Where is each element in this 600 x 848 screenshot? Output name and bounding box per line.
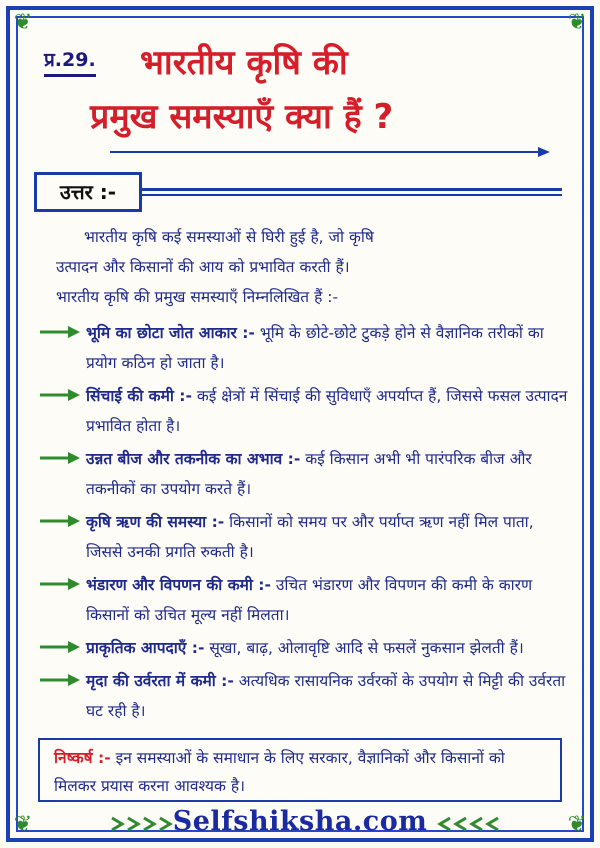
conclusion-box <box>38 738 562 802</box>
arrow-right-icon <box>40 451 80 465</box>
item-text: कई क्षेत्रों में सिंचाई की सुविधाएँ अपर्याप्त हैं, जिससे फसल उत्पादन प्रभावित होता है। <box>86 387 568 435</box>
corner-ornament-icon: ❦ <box>13 812 33 837</box>
title-underline-arrow-icon <box>110 146 550 158</box>
item-text: कई किसान अभी भी पारंपरिक बीज और तकनीकों का उपयोग करते हैं। <box>86 450 532 498</box>
answer-label: उत्तर :- <box>34 172 142 212</box>
list-item <box>40 570 570 630</box>
page-title <box>90 36 580 144</box>
item-text: किसानों को समय पर और पर्याप्त ऋण नहीं मिल पाता, जिससे उनकी प्रगति रुकती है। <box>86 513 534 561</box>
item-heading: भूमि का छोटा जोत आकार :- <box>86 324 255 342</box>
corner-ornament-icon: ❦ <box>13 10 33 35</box>
item-heading: मृदा की उर्वरता में कमी :- <box>86 672 234 690</box>
item-heading: सिंचाई की कमी :- <box>86 387 192 405</box>
intro-line: भारतीय कृषि की प्रमुख समस्याएँ निम्नलिखित हैं :- <box>56 288 339 306</box>
arrow-right-icon <box>40 577 80 591</box>
intro-line: भारतीय कृषि कई समस्याओं से घिरी हुई है, जो कृषि <box>84 228 374 246</box>
item-text: भूमि के छोटे-छोटे टुकड़े होने से वैज्ञानिक तरीकों का प्रयोग कठिन हो जाता है। <box>86 324 544 372</box>
item-heading: प्राकृतिक आपदाएँ :- <box>86 639 205 657</box>
item-heading: उन्नत बीज और तकनीक का अभाव :- <box>86 450 301 468</box>
arrow-right-icon <box>40 673 80 687</box>
decorative-arrows-icon <box>436 816 502 832</box>
item-text: अत्यधिक रासायनिक उर्वरकों के उपयोग से मिट्टी की उर्वरता घट रही है। <box>86 672 566 720</box>
list-item <box>40 318 570 378</box>
footer-brand: Selfshiksha.com <box>172 806 428 837</box>
list-item <box>40 381 570 441</box>
corner-ornament-icon: ❦ <box>567 10 587 35</box>
conclusion-text: इन समस्याओं के समाधान के लिए सरकार, वैज्ञानिकों और किसानों को मिलकर प्रयास करना आवश्यक है। <box>54 749 505 795</box>
title-line-2: प्रमुख समस्याएँ क्या हैं ? <box>90 97 394 137</box>
title-line-1: भारतीय कृषि की <box>140 43 348 83</box>
arrow-right-icon <box>40 388 80 402</box>
intro-paragraph <box>56 222 566 312</box>
problem-list <box>40 318 570 729</box>
item-text: उचित भंडारण और विपणन की कमी के कारण किसानों को उचित मूल्य नहीं मिलता। <box>86 576 533 624</box>
list-item <box>40 444 570 504</box>
list-item <box>40 666 570 726</box>
intro-line: उत्पादन और किसानों की आय को प्रभावित करती हैं। <box>56 258 350 276</box>
answer-divider <box>142 194 562 196</box>
answer-divider <box>142 188 562 191</box>
list-item <box>40 633 570 663</box>
question-number: प्र.29. <box>44 46 96 77</box>
item-text: सूखा, बाढ़, ओलावृष्टि आदि से फसलें नुकसान झेलती हैं। <box>209 639 524 657</box>
arrow-right-icon <box>40 640 80 654</box>
arrow-right-icon <box>40 325 80 339</box>
item-heading: कृषि ऋण की समस्या :- <box>86 513 225 531</box>
conclusion-label: निष्कर्ष :- <box>54 749 111 767</box>
corner-ornament-icon: ❦ <box>567 812 587 837</box>
item-heading: भंडारण और विपणन की कमी :- <box>86 576 271 594</box>
arrow-right-icon <box>40 514 80 528</box>
list-item <box>40 507 570 567</box>
